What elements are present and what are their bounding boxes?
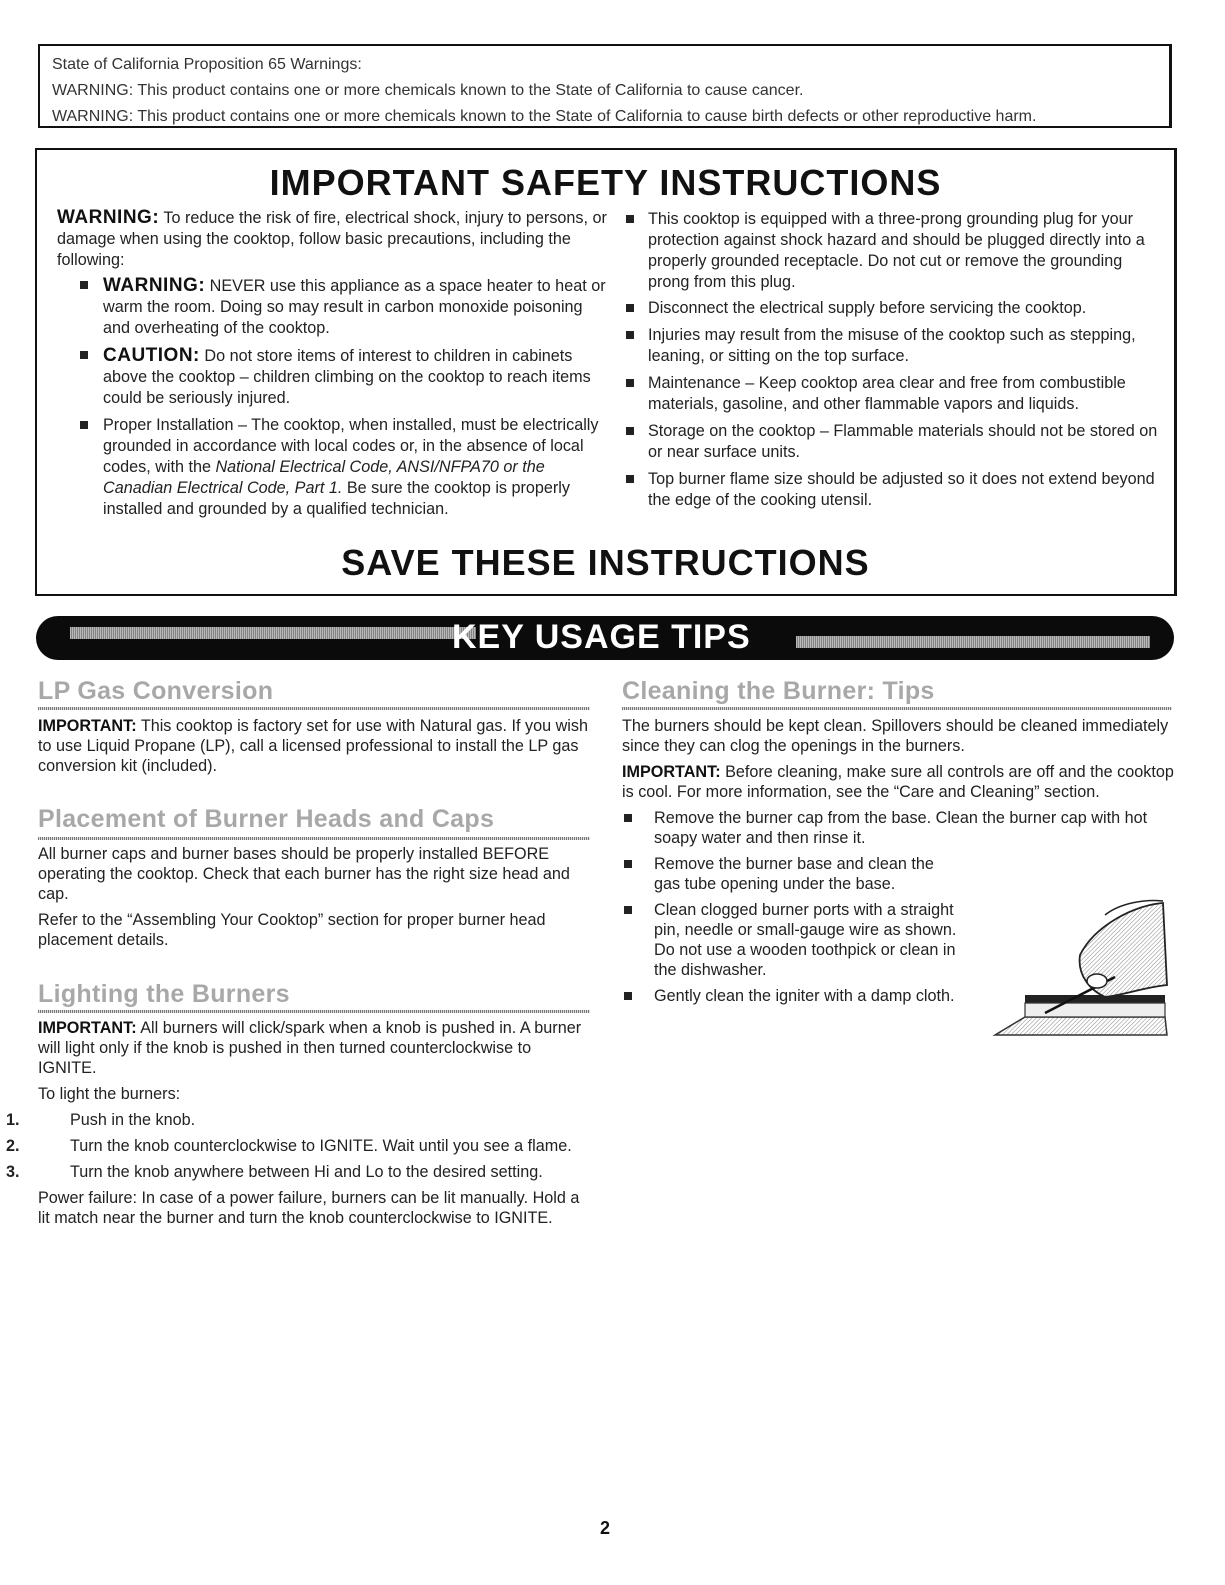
bullet-icon (80, 421, 88, 429)
list-item: 3. Turn the knob anywhere between Hi and Lo to the desired setting. (6, 1163, 543, 1181)
list-item: WARNING: NEVER use this appliance as a space heater to heat or warm the room. Doing so may result in carbon monoxide poisoning and overheating of the cooktop. (57, 275, 612, 339)
bullet-icon (80, 351, 88, 359)
bullet-icon (624, 906, 632, 914)
bullet-icon (624, 814, 632, 822)
page-number: 2 (600, 1518, 611, 1538)
list-item: Remove the burner base and clean the gas tube opening under the base. (622, 854, 964, 894)
placement-body: All burner caps and burner bases should be properly installed BEFORE operating the cooktop. Check that each burner has the right size head and cap. Refer to the “Assembling Your Cooktop” section for proper burner head placement details. (38, 845, 570, 949)
list-item: Disconnect the electrical supply before servicing the cooktop. (617, 298, 1162, 319)
lighting-title: Lighting the Burners (38, 980, 290, 1008)
bullet-icon (626, 304, 634, 312)
safety-instructions-box (35, 148, 1177, 596)
placement-title: Placement of Burner Heads and Caps (38, 805, 495, 833)
banner-hatch-left (70, 627, 476, 639)
section-rule (38, 837, 590, 840)
cleaning-title: Cleaning the Burner: Tips (622, 677, 935, 705)
prop65-warning-box (38, 44, 1172, 128)
list-item: Remove the burner cap from the base. Clean the burner cap with hot soapy water and then rinse it. (622, 808, 1174, 848)
list-item: Top burner flame size should be adjusted so it does not extend beyond the edge of the cooking utensil. (617, 469, 1162, 511)
list-item: CAUTION: Do not store items of interest to children in cabinets above the cooktop – children climbing on the cooktop to reach items could be seriously injured. (57, 345, 612, 409)
bullet-icon (626, 475, 634, 483)
list-item: Maintenance – Keep cooktop area clear and free from combustible materials, gasoline, and other flammable vapors and liquids. (617, 373, 1162, 415)
prop65-birth-defects-warning: WARNING: This product contains one or more chemicals known to the State of California to cause birth defects or other reproductive harm. (52, 108, 1037, 125)
list-item: Clean clogged burner ports with a straight pin, needle or small-gauge wire as shown. Do not use a wooden toothpick or clean in the dishwasher. (622, 900, 964, 980)
bullet-icon (626, 215, 634, 223)
list-item: Gently clean the igniter with a damp cloth. (622, 986, 964, 1006)
list-item: Injuries may result from the misuse of the cooktop such as stepping, leaning, or sitting on the top surface. (617, 325, 1162, 367)
section-rule (38, 707, 590, 710)
bullet-icon (80, 281, 88, 289)
prop65-cancer-warning: WARNING: This product contains one or more chemicals known to the State of California to cause cancer. (52, 82, 804, 99)
cleaning-body: The burners should be kept clean. Spillovers should be cleaned immediately since they can clog the openings in the burners. IMPORTANT: Before cleaning, make sure all controls are off and the cooktop is cool. For more information, see the “Care and Cleaning” section. Remove the burner cap from the base. Clean the burner cap with hot soapy water and then rinse it. Remove the burner base and clean the gas tube opening under the base. Clean clogged burner ports with a straight pin, needle or small-gauge wire as shown. Do not use a wooden toothpick or clean in the dishwasher. Gently clean the igniter with a damp cloth. (622, 717, 1174, 1005)
safety-right-column (617, 209, 1162, 511)
list-item: 1. Push in the knob. (6, 1111, 196, 1129)
burner-cleaning-illustration (985, 895, 1170, 1040)
prop65-heading: State of California Proposition 65 Warnings: (52, 56, 362, 73)
bullet-icon (624, 992, 632, 1000)
lp-gas-body: IMPORTANT: This cooktop is factory set for use with Natural gas. If you wish to use Liquid Propane (LP), call a licensed professional to install the LP gas conversion kit (included). (38, 717, 588, 775)
bullet-icon (626, 379, 634, 387)
key-usage-title: KEY USAGE TIPS (452, 618, 751, 656)
save-instructions-title: SAVE THESE INSTRUCTIONS (341, 542, 870, 583)
bullet-icon (626, 427, 634, 435)
safety-title: IMPORTANT SAFETY INSTRUCTIONS (269, 162, 942, 203)
banner-hatch-right (796, 636, 1150, 648)
lighting-body: IMPORTANT: All burners will click/spark when a knob is pushed in. A burner will light only if the knob is pushed in then turned counterclockwise to IGNITE. To light the burners: 1. Push in the knob. 2. Turn the knob counterclockwise to IGNITE. Wait until you see a flame. 3. Turn the knob anywhere between Hi and Lo to the desired setting. Power failure: In case of a power failure, burners can be lit manually. Hold a lit match near the burner and turn the knob counterclockwise to IGNITE. (38, 1018, 594, 1234)
intro-warning-text: To reduce the risk of fire, electrical shock, injury to persons, or damage when using the cooktop, follow basic precautions, including the following: (57, 209, 607, 269)
section-rule (622, 707, 1172, 710)
list-item: Proper Installation – The cooktop, when installed, must be electrically grounded in accordance with local codes or, in the absence of local codes, with the National Electrical Code, ANSI/NFPA70 or the Canadian Electrical Code, Part 1. Be sure the cooktop is properly installed and grounded by a qualified technician. (57, 415, 612, 520)
safety-left-column (57, 207, 612, 520)
section-rule (38, 1010, 590, 1013)
bullet-icon (626, 331, 634, 339)
intro-warning-lead: WARNING: (57, 207, 160, 228)
lp-gas-title: LP Gas Conversion (38, 677, 274, 705)
list-item: 2. Turn the knob counterclockwise to IGNITE. Wait until you see a flame. (6, 1137, 572, 1155)
list-item: Storage on the cooktop – Flammable materials should not be stored on or near surface units. (617, 421, 1162, 463)
bullet-icon (624, 860, 632, 868)
list-item: This cooktop is equipped with a three-prong grounding plug for your protection against shock hazard and should be plugged directly into a properly grounded receptacle. Do not cut or remove the grounding prong from this plug. (617, 209, 1162, 293)
